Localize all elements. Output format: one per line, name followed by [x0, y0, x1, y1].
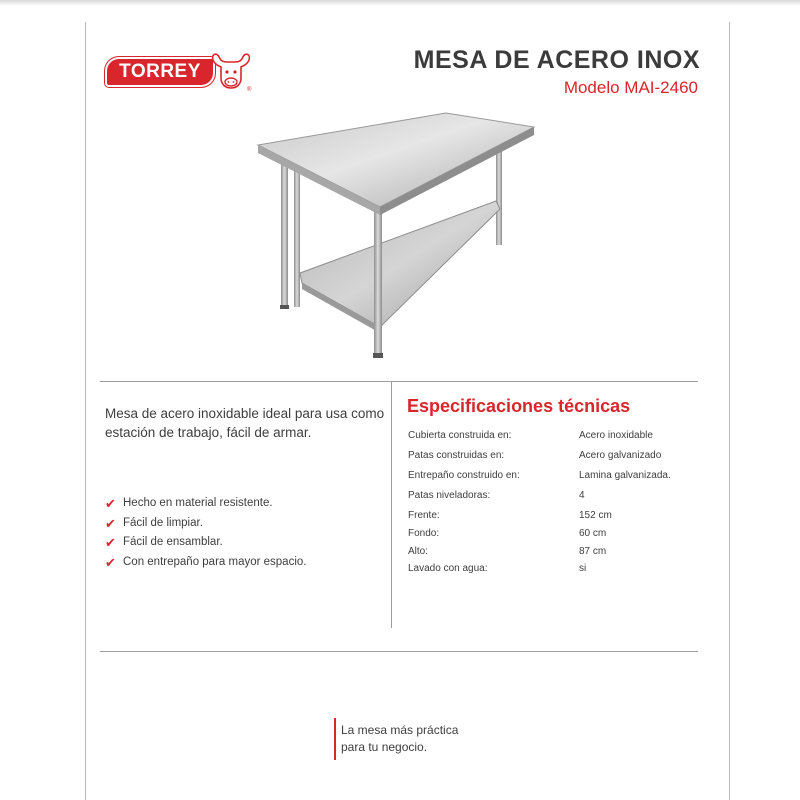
spec-label: Alto:	[408, 545, 429, 557]
spec-value: 87 cm	[579, 545, 607, 557]
column-divider	[391, 382, 392, 628]
check-icon: ✔	[105, 554, 116, 570]
table-row	[408, 563, 698, 581]
feature-text: Fácil de ensamblar.	[123, 536, 223, 548]
logo-text: TORREY	[119, 61, 201, 82]
feature-list	[105, 494, 306, 572]
table-row	[408, 490, 698, 510]
tagline-line-2: para tu negocio.	[341, 740, 428, 754]
spec-label: Patas niveladoras:	[408, 489, 491, 501]
tagline-line-1: La mesa más práctica	[341, 723, 459, 737]
spec-value: Acero galvanizado	[579, 449, 662, 461]
feature-text: Hecho en material resistente.	[123, 497, 273, 509]
spec-value: Lamina galvanizada.	[579, 469, 671, 481]
top-divider	[100, 381, 698, 382]
check-icon: ✔	[105, 535, 116, 550]
spec-value: Acero inoxidable	[579, 430, 653, 441]
tagline-accent-bar	[334, 718, 336, 760]
list-item	[105, 514, 306, 534]
table-row	[408, 528, 698, 546]
spec-label: Entrepaño construido en:	[408, 469, 520, 481]
tagline	[341, 722, 458, 756]
model-subtitle: Modelo MAI-2460	[563, 78, 698, 97]
top-edge-shadow	[0, 0, 800, 6]
feature-text: Con entrepaño para mayor espacio.	[123, 555, 307, 568]
product-description: Mesa de acero inoxidable ideal para usa como estación de trabajo, fácil de armar.	[105, 406, 385, 440]
list-item	[105, 494, 306, 514]
spec-label: Lavado con agua:	[408, 562, 488, 574]
page-title: MESA DE ACERO INOX	[413, 46, 700, 74]
specs-table	[408, 430, 698, 581]
svg-text:®: ®	[247, 87, 252, 92]
table-row	[408, 510, 698, 528]
bottom-divider	[100, 651, 698, 652]
spec-value: 4	[579, 489, 585, 501]
bull-head-icon	[209, 52, 253, 92]
check-icon: ✔	[105, 515, 116, 531]
table-row	[408, 546, 698, 563]
table-row	[408, 450, 698, 470]
spec-value: si	[579, 562, 587, 574]
check-icon: ✔	[105, 496, 116, 511]
spec-label: Cubierta construida en:	[408, 430, 512, 441]
torrey-logo	[105, 52, 253, 92]
spec-label: Fondo:	[408, 527, 440, 539]
specs-title: Especificaciones técnicas	[407, 396, 631, 416]
spec-label: Frente:	[408, 509, 440, 521]
stainless-steel-table-photo	[228, 105, 558, 365]
table-row	[408, 470, 698, 490]
list-item	[105, 553, 306, 573]
spec-value: 60 cm	[579, 527, 607, 539]
spec-value: 152 cm	[579, 509, 612, 521]
spec-label: Patas construidas en:	[408, 449, 505, 461]
table-row	[408, 430, 698, 450]
feature-text: Fácil de limpiar.	[123, 516, 203, 529]
list-item	[105, 533, 306, 553]
